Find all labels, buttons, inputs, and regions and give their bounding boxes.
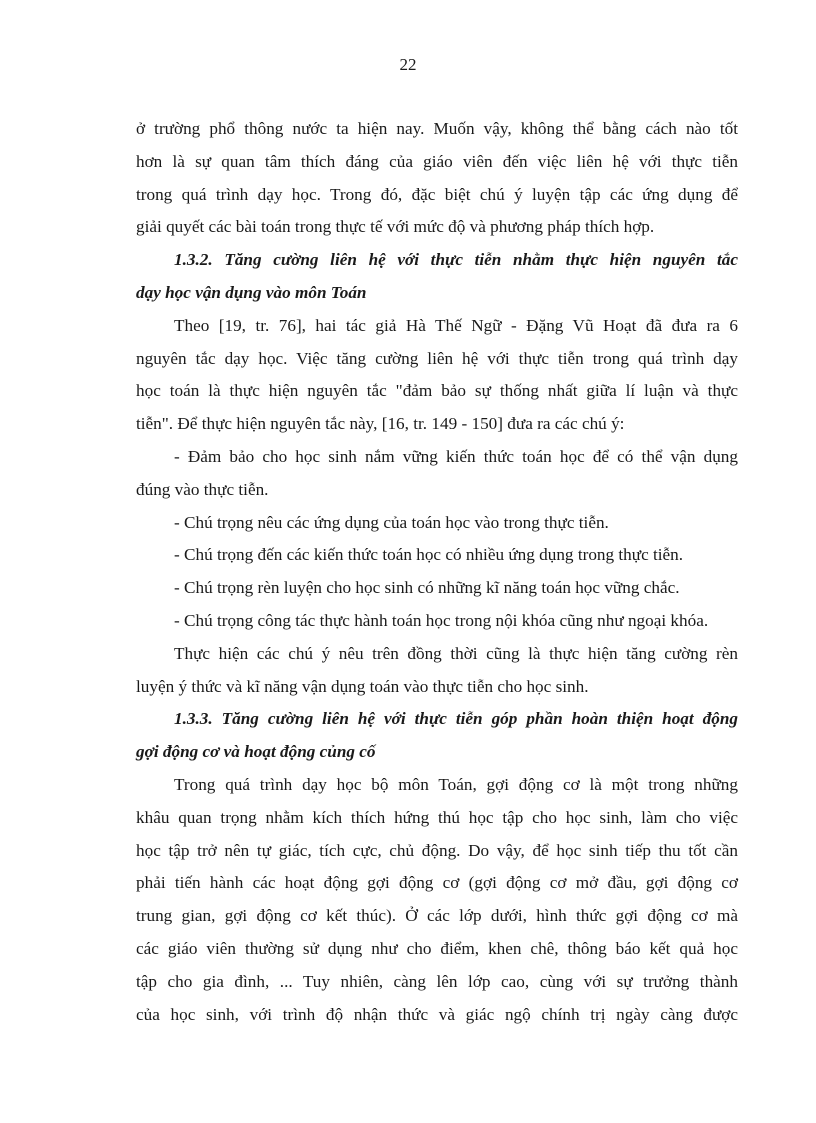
text-line: Theo [19, tr. 76], hai tác giả Hà Thế Ngữ - Đặng Vũ Hoạt đã đưa ra 6 — [174, 315, 738, 335]
section-heading: gợi động cơ và hoạt động củng cố — [136, 742, 376, 762]
list-item: - Đảm bảo cho học sinh nắm vững kiến thức toán học để có thể vận dụng — [174, 446, 738, 466]
text-line: học toán là thực hiện nguyên tắc "đảm bảo sự thống nhất giữa lí luận và thực — [136, 381, 738, 401]
list-item: - Chú trọng rèn luyện cho học sinh có những kĩ năng toán học vững chắc. — [174, 578, 680, 598]
text-line: tập cho gia đình, ... Tuy nhiên, càng lên lớp cao, cùng với sự trưởng thành — [136, 971, 738, 991]
page-number: 22 — [399, 55, 417, 74]
body-text — [136, 113, 738, 1031]
list-item: - Chú trọng công tác thực hành toán học trong nội khóa cũng như ngoại khóa. — [174, 610, 709, 630]
text-line: của học sinh, với trình độ nhận thức và giác ngộ chính trị ngày càng được — [136, 1004, 738, 1024]
text-line: ở trường phổ thông nước ta hiện nay. Muốn vậy, không thể bằng cách nào tốt — [136, 119, 738, 138]
section-heading: 1.3.3. Tăng cường liên hệ với thực tiễn góp phần hoàn thiện hoạt động — [174, 709, 738, 729]
text-line: khâu quan trọng nhằm kích thích hứng thú học tập cho học sinh, làm cho việc — [136, 807, 738, 827]
list-item: đúng vào thực tiễn. — [136, 479, 269, 499]
text-line: tiễn". Để thực hiện nguyên tắc này, [16, tr. 149 - 150] đưa ra các chú ý: — [136, 414, 625, 434]
text-line: hơn là sự quan tâm thích đáng của giáo viên đến việc liên hệ với thực tiễn — [136, 151, 738, 171]
list-item: - Chú trọng nêu các ứng dụng của toán học vào trong thực tiễn. — [174, 512, 609, 532]
section-heading: dạy học vận dụng vào môn Toán — [136, 282, 367, 302]
text-line: phải tiến hành các hoạt động gợi động cơ (gợi động cơ mở đầu, gợi động cơ — [136, 873, 738, 893]
text-line: học tập trở nên tự giác, tích cực, chủ động. Do vậy, để học sinh tiếp thu tốt cần — [136, 840, 738, 860]
text-line: luyện ý thức và kĩ năng vận dụng toán vào thực tiễn cho học sinh. — [136, 676, 589, 696]
text-line: nguyên tắc dạy học. Việc tăng cường liên hệ với thực tiễn trong quá trình dạy — [136, 348, 738, 368]
text-line: Thực hiện các chú ý nêu trên đồng thời cũng là thực hiện tăng cường rèn — [174, 643, 738, 663]
list-item: - Chú trọng đến các kiến thức toán học có nhiều ứng dụng trong thực tiễn. — [174, 545, 684, 565]
text-line: trong quá trình dạy học. Trong đó, đặc biệt chú ý luyện tập các ứng dụng để — [136, 184, 738, 204]
text-line: các giáo viên thường sử dụng như cho điểm, khen chê, thông báo kết quả học — [136, 938, 738, 958]
section-heading: 1.3.2. Tăng cường liên hệ với thực tiễn nhằm thực hiện nguyên tắc — [174, 250, 738, 270]
text-line: trung gian, gợi động cơ kết thúc). Ở các lớp dưới, hình thức gợi động cơ mà — [136, 906, 738, 926]
text-line: giải quyết các bài toán trong thực tế với mức độ và phương pháp thích hợp. — [136, 217, 655, 237]
text-line: Trong quá trình dạy học bộ môn Toán, gợi động cơ là một trong những — [174, 774, 738, 794]
